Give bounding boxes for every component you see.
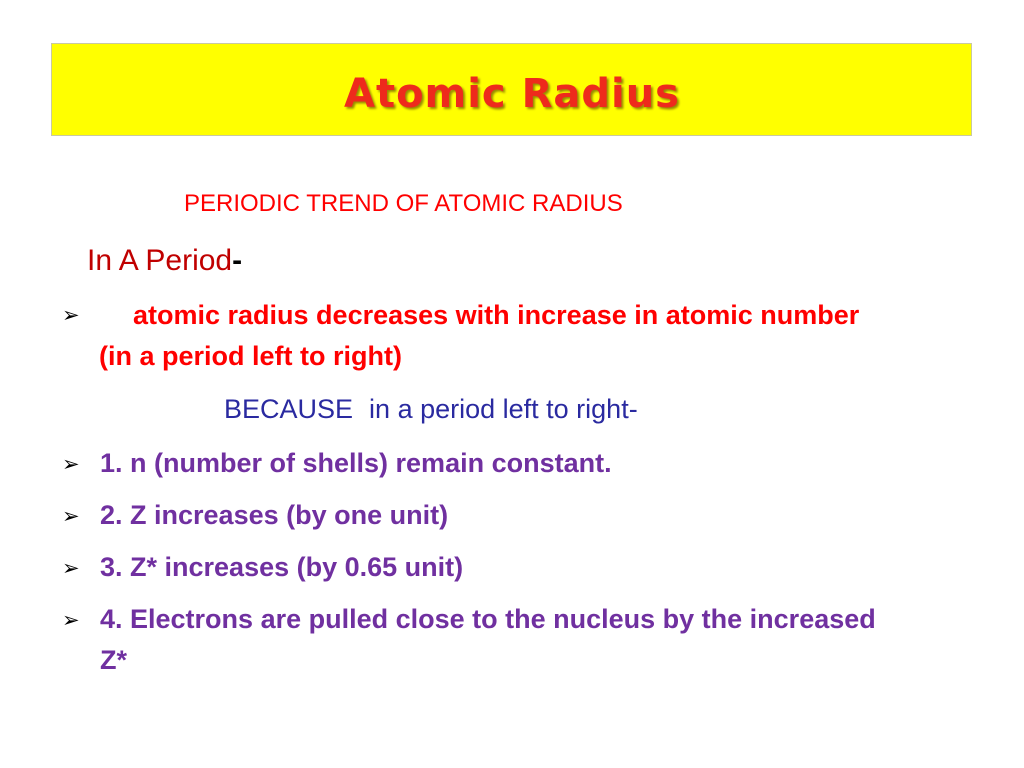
reason-4-line-1: 4. Electrons are pulled close to the nucleus by the increased [100,604,876,634]
period-dash: - [232,244,243,277]
trend-line-2: (in a period left to right) [99,341,402,371]
reason-3: 3. Z* increases (by 0.65 unit) [100,552,464,582]
because-line [224,394,638,425]
period-label: In A Period [87,244,233,277]
subheading: PERIODIC TREND OF ATOMIC RADIUS [184,190,623,217]
reason-1: 1. n (number of shells) remain constant. [100,448,612,478]
reason-2: 2. Z increases (by one unit) [100,500,449,530]
arrow-bullet-icon: ➢ [62,452,80,476]
reason-4-line-2: Z* [100,645,127,675]
arrow-bullet-icon: ➢ [62,504,80,528]
arrow-bullet-icon: ➢ [62,303,80,327]
slide-title: Atomic Radius [343,71,680,117]
because-word: BECAUSE [224,394,354,424]
arrow-bullet-icon: ➢ [62,556,80,580]
trend-line-1: atomic radius decreases with increase in atomic number [133,300,860,330]
arrow-bullet-icon: ➢ [62,608,80,632]
period-heading [87,244,242,278]
because-rest: in a period left to right- [369,394,638,424]
